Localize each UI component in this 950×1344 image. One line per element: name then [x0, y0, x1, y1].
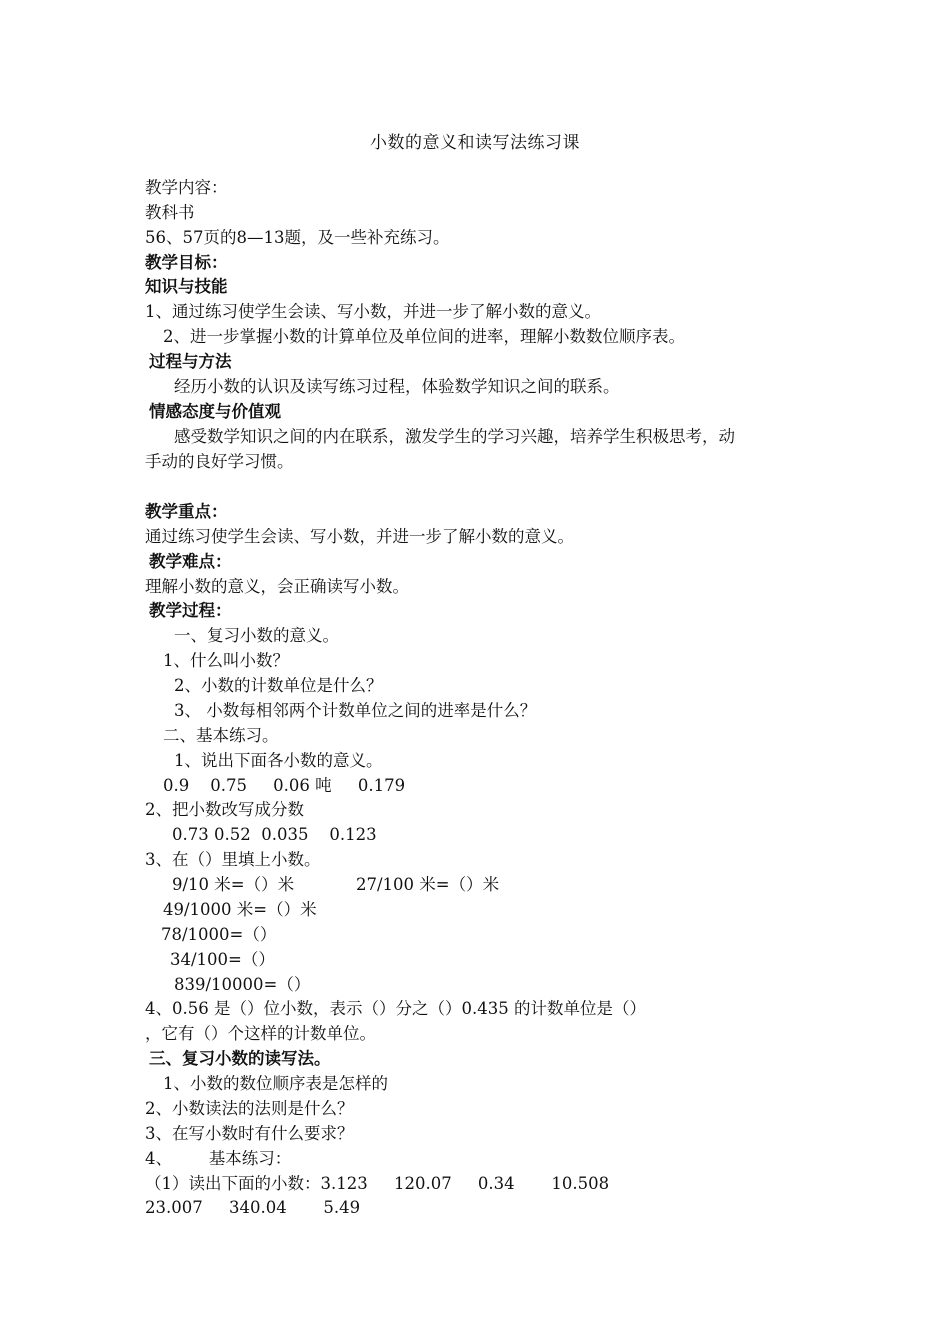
section-heading: 情感态度与价值观 [149, 402, 281, 421]
section-heading: 三、复习小数的读写法。 [149, 1049, 331, 1068]
text-line: 2、小数的计数单位是什么？ [174, 676, 383, 695]
text-line: ，它有（）个这样的计数单位。 [145, 1024, 376, 1043]
text-line: 2、进一步掌握小数的计算单位及单位间的进率，理解小数数位顺序表。 [163, 327, 685, 346]
text-line: 4、0.56 是（）位小数，表示（）分之（）0.435 的计数单位是（） [145, 999, 646, 1018]
section-heading: 知识与技能 [145, 277, 228, 296]
text-line: 0.73 0.52 0.035 0.123 [172, 825, 377, 844]
text-line: 1、小数的数位顺序表是怎样的 [163, 1074, 388, 1093]
text-line: 9/10 米=（）米 [172, 875, 295, 894]
text-line: 2、小数读法的法则是什么？ [145, 1099, 354, 1118]
text-line: 23.007 340.04 5.49 [145, 1198, 361, 1217]
text-line: 感受数学知识之间的内在联系，激发学生的学习兴趣，培养学生积极思考，动 [174, 427, 735, 446]
text-line: 二、基本练习。 [163, 726, 279, 745]
text-line: 56、57页的8—13题，及一些补充练习。 [145, 228, 450, 247]
text-line: 通过练习使学生会读、写小数，并进一步了解小数的意义。 [145, 527, 574, 546]
text-line: 3、在写小数时有什么要求？ [145, 1124, 354, 1143]
document-title: 小数的意义和读写法练习课 [370, 133, 580, 153]
text-line: 3、在（）里填上小数。 [145, 850, 321, 869]
text-line: 教科书 [145, 203, 195, 222]
section-heading: 教学过程： [149, 601, 232, 620]
section-heading: 教学重点： [145, 502, 228, 521]
text-line: 一、复习小数的意义。 [174, 626, 339, 645]
text-line: 34/100=（） [170, 950, 275, 969]
text-line: 1、什么叫小数？ [163, 651, 289, 670]
text-line: 1、通过练习使学生会读、写小数，并进一步了解小数的意义。 [145, 302, 601, 321]
text-line: 27/100 米=（）米 [356, 875, 500, 894]
text-line: 49/1000 米=（）米 [163, 900, 317, 919]
section-heading: 教学难点： [149, 552, 232, 571]
text-line: 教学内容： [145, 178, 228, 197]
text-line: 理解小数的意义，会正确读写小数。 [145, 577, 409, 596]
text-line: 4、 基本练习： [145, 1149, 292, 1168]
text-line: 手动的良好学习惯。 [145, 452, 294, 471]
text-line: 0.9 0.75 0.06 吨 0.179 [163, 776, 406, 795]
section-heading: 过程与方法 [149, 352, 232, 371]
text-line: 1、说出下面各小数的意义。 [174, 751, 383, 770]
text-line: 经历小数的认识及读写练习过程，体验数学知识之间的联系。 [174, 377, 620, 396]
text-line: （1）读出下面的小数：3.123 120.07 0.34 10.508 [145, 1174, 610, 1193]
text-line: 78/1000=（） [161, 925, 277, 944]
text-line: 3、 小数每相邻两个计数单位之间的进率是什么？ [174, 701, 537, 720]
text-line: 839/10000=（） [174, 975, 311, 994]
text-line: 2、把小数改写成分数 [145, 800, 304, 819]
section-heading: 教学目标： [145, 253, 228, 272]
